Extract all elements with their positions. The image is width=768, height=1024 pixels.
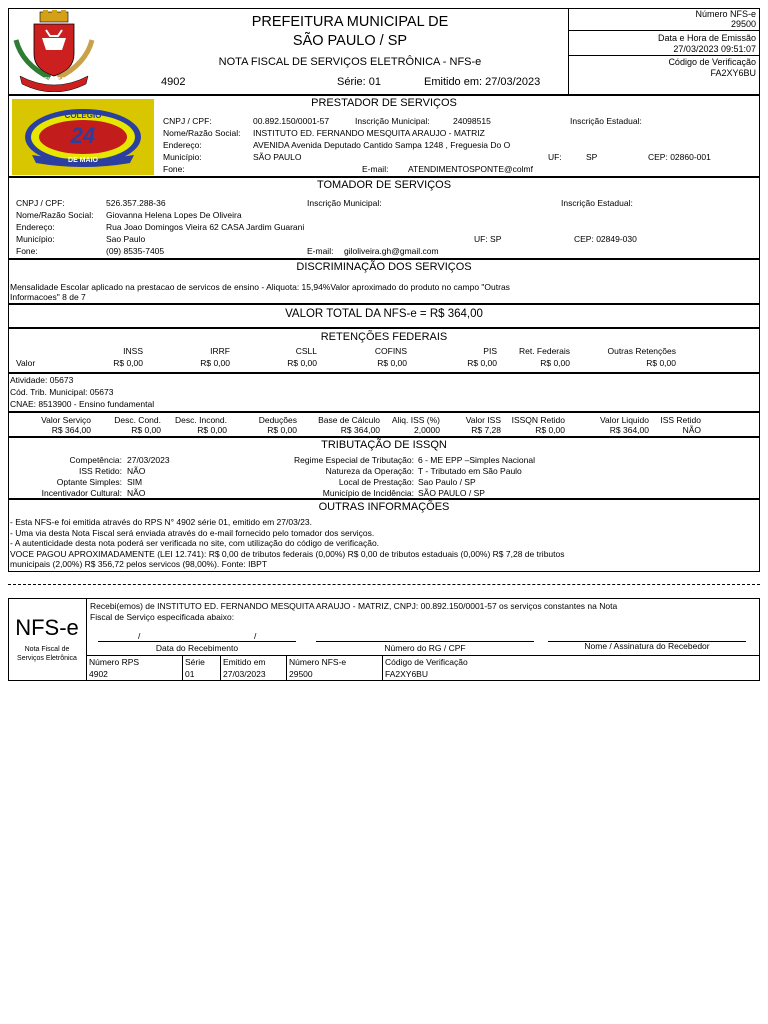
canhoto-cell-value: FA2XY6BU (385, 669, 428, 679)
tomador-mun-label: Município: (16, 234, 55, 244)
retencao-value: R$ 0,00 (377, 358, 407, 368)
valor-label: Aliq. ISS (%) (391, 415, 440, 425)
valor-value: R$ 7,28 (471, 425, 501, 435)
tomador-title: TOMADOR DE SERVIÇOS (316, 179, 452, 191)
assinatura-label: Nome / Assinatura do Recebedor (584, 641, 710, 651)
valor-value: R$ 0,00 (535, 425, 565, 435)
data-emissao-value: 27/03/2023 09:51:07 (673, 44, 756, 54)
discriminacao-line1: Mensalidade Escolar aplicado na prestacao de servicos de ensino - Aliquota: 15,94%Valor aproximado do produto no campo "Outras (10, 282, 510, 292)
tributacao-left-label: Incentivador Cultural: (41, 488, 122, 498)
tributacao-right-value: Sao Paulo / SP (418, 477, 476, 487)
canhoto-cell-label: Número NFS-e (289, 657, 347, 667)
retencao-value: R$ 0,00 (540, 358, 570, 368)
valor-label: ISS Retido (660, 415, 701, 425)
header-serie: Série: 01 (337, 76, 382, 88)
outras-line: - A autenticidade desta nota poderá ser verificada no site, com utilização do código de verificação. (10, 538, 380, 548)
prestador-nome: INSTITUTO ED. FERNANDO MESQUITA ARAUJO - MATRIZ (253, 128, 485, 138)
tomador-ie-label: Inscrição Estadual: (561, 198, 633, 208)
tributacao-right-label: Natureza da Operação: (325, 466, 414, 476)
nfse-logo-sub1: Nota Fiscal de (24, 646, 70, 653)
codigo-verificacao-value: FA2XY6BU (710, 68, 756, 78)
prestador-cnpj: 00.892.150/0001-57 (253, 116, 330, 126)
tomador-mun: Sao Paulo (106, 234, 146, 244)
outras-line: municipais (2,00%) R$ 356,72 pelos servicos (98,00%). Fonte: IBPT (10, 559, 268, 569)
cut-line (8, 584, 760, 585)
prestador-fone-label: Fone: (163, 164, 185, 174)
valor-label: Desc. Cond. (114, 415, 161, 425)
data-emissao-label: Data e Hora de Emissão (657, 33, 756, 43)
canhoto-cell-value: 01 (185, 669, 195, 679)
tributacao-left-label: ISS Retido: (79, 466, 122, 476)
tributacao-right-value: T - Tributado em São Paulo (418, 466, 522, 476)
retencao-value: R$ 0,00 (200, 358, 230, 368)
school-logo (12, 99, 154, 175)
outras-line: - Esta NFS-e foi emitida através do RPS N° 4902 série 01, emitido em 27/03/23. (10, 517, 312, 527)
tributacao-left-value: NÃO (127, 488, 146, 498)
prestador-nome-label: Nome/Razão Social: (163, 128, 241, 138)
prestador-end: AVENIDA Avenida Deputado Cantido Sampa 1248 , Freguesia Do O (253, 140, 511, 150)
tomador-cnpj: 526.357.288-36 (106, 198, 166, 208)
tributacao-right-value: SÃO PAULO / SP (418, 488, 485, 498)
recebi-line2: Fiscal de Serviço especificada abaixo: (90, 612, 235, 622)
rg-cpf-label: Número do RG / CPF (384, 643, 466, 653)
canhoto-cell-label: Código de Verificação (385, 657, 468, 667)
valor-label: Base de Cálculo (318, 415, 380, 425)
retencao-label: INSS (123, 346, 143, 356)
tomador-cnpj-label: CNPJ / CPF: (16, 198, 65, 208)
valor-label: Valor ISS (465, 415, 501, 425)
tomador-uf: UF: SP (474, 234, 502, 244)
valor-value: R$ 0,00 (197, 425, 227, 435)
tomador-fone: (09) 8535-7405 (106, 246, 165, 256)
header-emitido: Emitido em: 27/03/2023 (424, 76, 541, 88)
nfse-logo-sub2: Serviços Eletrônica (17, 655, 77, 662)
prestador-email: ATENDIMENTOSPONTE@colmf (408, 164, 533, 174)
prestador-mun: SÃO PAULO (253, 152, 302, 162)
valor-label: Deduções (258, 415, 297, 425)
valor-label: Valor Serviço (41, 415, 91, 425)
cell-divider (286, 655, 287, 681)
retencao-value: R$ 0,00 (467, 358, 497, 368)
numero-nfse-label: Número NFS-e (695, 9, 756, 19)
logo-top-text: COLÉGIO (64, 111, 102, 120)
tomador-email-label: E-mail: (307, 246, 334, 256)
prestador-uf: SP (586, 152, 598, 162)
tomador-fone-label: Fone: (16, 246, 38, 256)
tomador-cep: CEP: 02849-030 (574, 234, 637, 244)
tributacao-left-label: Competência: (69, 455, 122, 465)
canhoto-cell-label: Emitido em (223, 657, 266, 667)
tributacao-right-label: Regime Especial de Tributação: (293, 455, 414, 465)
retencao-label: PIS (483, 346, 497, 356)
valor-label: Valor Liquido (600, 415, 649, 425)
prestador-end-label: Endereço: (163, 140, 202, 150)
codigo-verificacao-label: Código de Verificação (668, 57, 756, 67)
tributacao-right-label: Município de Incidência: (322, 488, 414, 498)
valor-value: R$ 364,00 (340, 425, 380, 435)
valor-total: VALOR TOTAL DA NFS-e = R$ 364,00 (285, 308, 483, 320)
nfse-logo: NFS-e (15, 615, 79, 640)
discriminacao-title: DISCRIMINAÇÃO DOS SERVIÇOS (296, 261, 472, 273)
logo-bottom-text: DE MAIO (68, 157, 98, 164)
prestador-mun-label: Município: (163, 152, 202, 162)
tributacao-left-value: SIM (127, 477, 143, 487)
recebi-line1: Recebi(emos) de INSTITUTO ED. FERNANDO MESQUITA ARAUJO - MATRIZ, CNPJ: 00.892.150/0001-57 os serviços constantes na Nota (90, 601, 618, 611)
tomador-end-label: Endereço: (16, 222, 55, 232)
valor-value: R$ 364,00 (51, 425, 91, 435)
coat-of-arms (12, 10, 96, 92)
numero-nfse-value: 29500 (730, 19, 756, 29)
prestador-cep: CEP: 02860-001 (648, 152, 711, 162)
prestador-email-label: E-mail: (362, 164, 389, 174)
atividade-line: Atividade: 05673 (10, 375, 74, 385)
retencao-label: COFINS (374, 346, 407, 356)
retencao-value: R$ 0,00 (287, 358, 317, 368)
tributacao-left-value: 27/03/2023 (127, 455, 170, 465)
valor-value: R$ 0,00 (267, 425, 297, 435)
tomador-end: Rua Joao Domingos Vieira 62 CASA Jardim Guarani (106, 222, 305, 232)
retencao-value: R$ 0,00 (646, 358, 676, 368)
valor-value: R$ 364,00 (609, 425, 649, 435)
header-title-line2: SÃO PAULO / SP (292, 33, 408, 49)
prestador-im-label: Inscrição Municipal: (355, 116, 430, 126)
prestador-uf-label: UF: (548, 152, 562, 162)
tributacao-left-value: NÃO (127, 466, 146, 476)
outras-line: - Uma via desta Nota Fiscal será enviada através do e-mail fornecido pelo tomador dos serviços. (10, 527, 375, 538)
tributacao-right-value: 6 - ME EPP –Simples Nacional (418, 455, 536, 465)
header-code: 4902 (161, 76, 186, 88)
prestador-ie-label: Inscrição Estadual: (570, 116, 642, 126)
header-subtitle: NOTA FISCAL DE SERVIÇOS ELETRÔNICA - NFS-e (218, 56, 482, 68)
outras-title: OUTRAS INFORMAÇÕES (318, 501, 450, 513)
header-title-line1: PREFEITURA MUNICIPAL DE (251, 14, 449, 30)
valor-value: R$ 0,00 (131, 425, 161, 435)
tomador-nome-label: Nome/Razão Social: (16, 210, 94, 220)
cod-trib-line: Cód. Trib. Municipal: 05673 (10, 387, 114, 397)
discriminacao-line2: Informacoes" 8 de 7 (10, 292, 86, 302)
cnae-line: CNAE: 8513900 - Ensino fundamental (10, 399, 155, 409)
retencao-label: IRRF (210, 346, 230, 356)
data-recebimento-label: Data do Recebimento (155, 643, 239, 653)
cell-divider (382, 655, 383, 681)
date-slash-2: / (254, 631, 257, 641)
tributacao-left-label: Optante Simples: (56, 477, 122, 487)
tributacao-title: TRIBUTAÇÃO DE ISSQN (321, 439, 447, 451)
retencao-label: Outras Retenções (607, 346, 676, 356)
cell-divider (182, 655, 183, 681)
canhoto-cell-value: 27/03/2023 (223, 669, 266, 679)
canhoto-cell-value: 29500 (289, 669, 313, 679)
retencoes-row-label: Valor (16, 358, 36, 368)
tomador-nome: Giovanna Helena Lopes De Oliveira (106, 210, 242, 220)
valor-label: Desc. Incond. (175, 415, 227, 425)
canhoto-cell-value: 4902 (89, 669, 108, 679)
prestador-cnpj-label: CNPJ / CPF: (163, 116, 212, 126)
valor-value: NÃO (682, 425, 701, 435)
valor-value: 2,0000 (414, 425, 440, 435)
prestador-title: PRESTADOR DE SERVIÇOS (311, 97, 457, 109)
retencao-label: Ret. Federais (518, 346, 570, 356)
valor-label: ISSQN Retido (511, 415, 565, 425)
tomador-im-label: Inscrição Municipal: (307, 198, 382, 208)
coat-motto: NON DVCOR DVCO (33, 76, 75, 81)
tomador-email: giloliveira.gh@gmail.com (344, 246, 439, 256)
date-slash-1: / (138, 631, 141, 641)
logo-number: 24 (70, 123, 96, 148)
tributacao-right-label: Local de Prestação: (338, 477, 414, 487)
retencoes-title: RETENÇÕES FEDERAIS (320, 331, 448, 343)
outras-line: VOCE PAGOU APROXIMADAMENTE (LEI 12.741): R$ 0,00 de tributos federais (0,00%) R$ 0,00 de tributos estaduais (0,00%) R$ 7,28 de tributos (10, 548, 565, 559)
retencao-label: CSLL (295, 346, 317, 356)
canhoto-cell-label: Número RPS (89, 657, 140, 667)
cell-divider (220, 655, 221, 681)
retencao-value: R$ 0,00 (113, 358, 143, 368)
canhoto-cell-label: Série (185, 657, 205, 667)
prestador-im: 24098515 (453, 116, 491, 126)
